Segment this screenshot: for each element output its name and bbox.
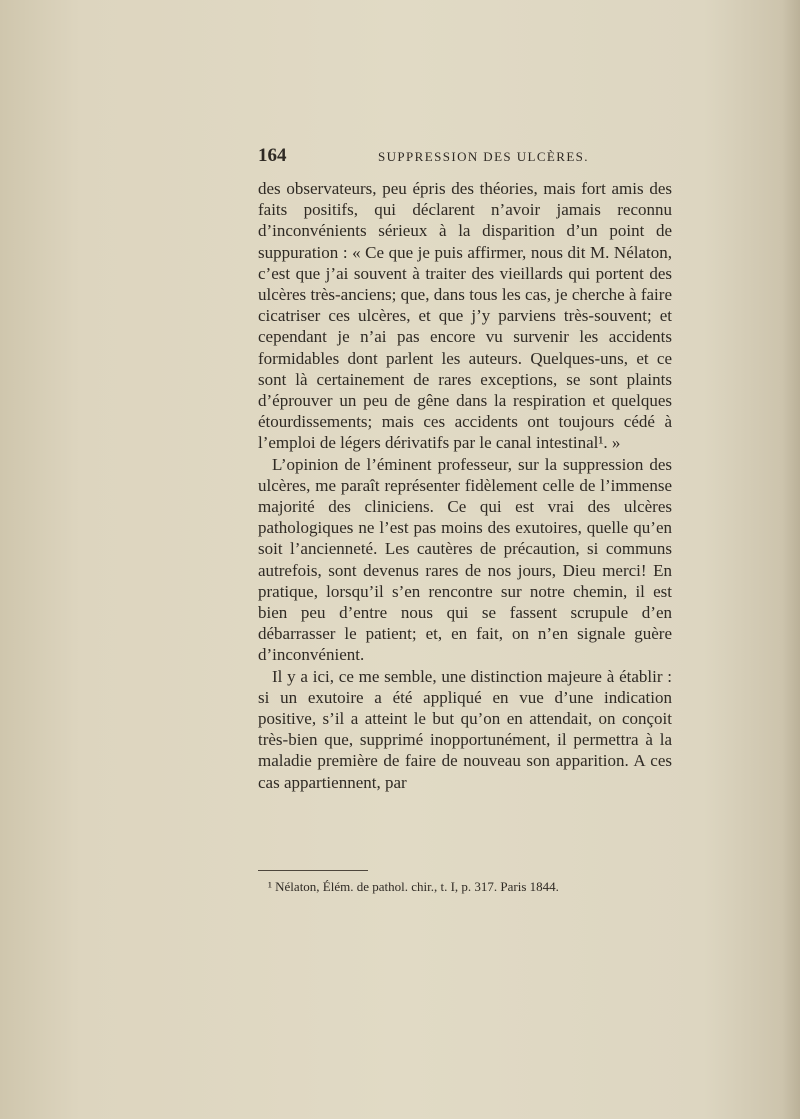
footnote: ¹ Nélaton, Élém. de pathol. chir., t. I, p. 317. Paris 1844. <box>268 879 559 894</box>
footnote-rule <box>258 870 368 871</box>
body-text <box>258 178 672 793</box>
page-edge-shadow <box>782 0 800 1119</box>
page-header <box>258 145 678 169</box>
paragraph: des observateurs, peu épris des théories, mais fort amis des faits positifs, qui déclarent n’avoir jamais reconnu d’inconvénients sérieux à la disparition d’un point de suppuration : « Ce que je puis affirmer, nous dit M. Nélaton, c’est que j’ai souvent à traiter des vieillards qui portent des ulcères très-anciens; que, dans tous les cas, je cherche à faire cicatriser ces ulcères, et que j’y parviens très-souvent; et cependant je n’ai pas encore vu survenir les accidents formidables dont parlent les auteurs. Quelques-uns, et ce sont là certainement de rares exceptions, se sont plaints d’éprouver un peu de gêne dans la respiration et quelques étourdissements; mais ces accidents ont toujours cédé à l’emploi de légers dérivatifs par le canal intestinal¹. » <box>258 179 672 453</box>
paragraph: L’opinion de l’éminent professeur, sur la suppression des ulcères, me paraît représenter fidèlement celle de l’immense majorité des cliniciens. Ce qui est vrai des ulcères pathologiques ne l’est pas moins des exutoires, quelle qu’en soit l’ancienneté. Les cautères de précaution, si communs autrefois, sont devenus rares de nos jours, Dieu merci! En pratique, lorsqu’il s’en rencontre sur notre chemin, il est bien peu d’entre nous qui se fassent scrupule d’en débarrasser le patient; et, en fait, on n’en signale guère d’inconvénient. <box>258 454 672 665</box>
paragraph: Il y a ici, ce me semble, une distinction majeure à établir : si un exutoire a été appliqué en vue d’une indication positive, s’il a atteint le but qu’on en attendait, on conçoit très-bien que, supprimé inopportunément, il permettra à la maladie première de faire de nouveau son apparition. A ces cas appartiennent, par <box>258 666 672 792</box>
page-number: 164 <box>258 145 287 166</box>
running-head: SUPPRESSION DES ULCÈRES. <box>378 149 589 164</box>
